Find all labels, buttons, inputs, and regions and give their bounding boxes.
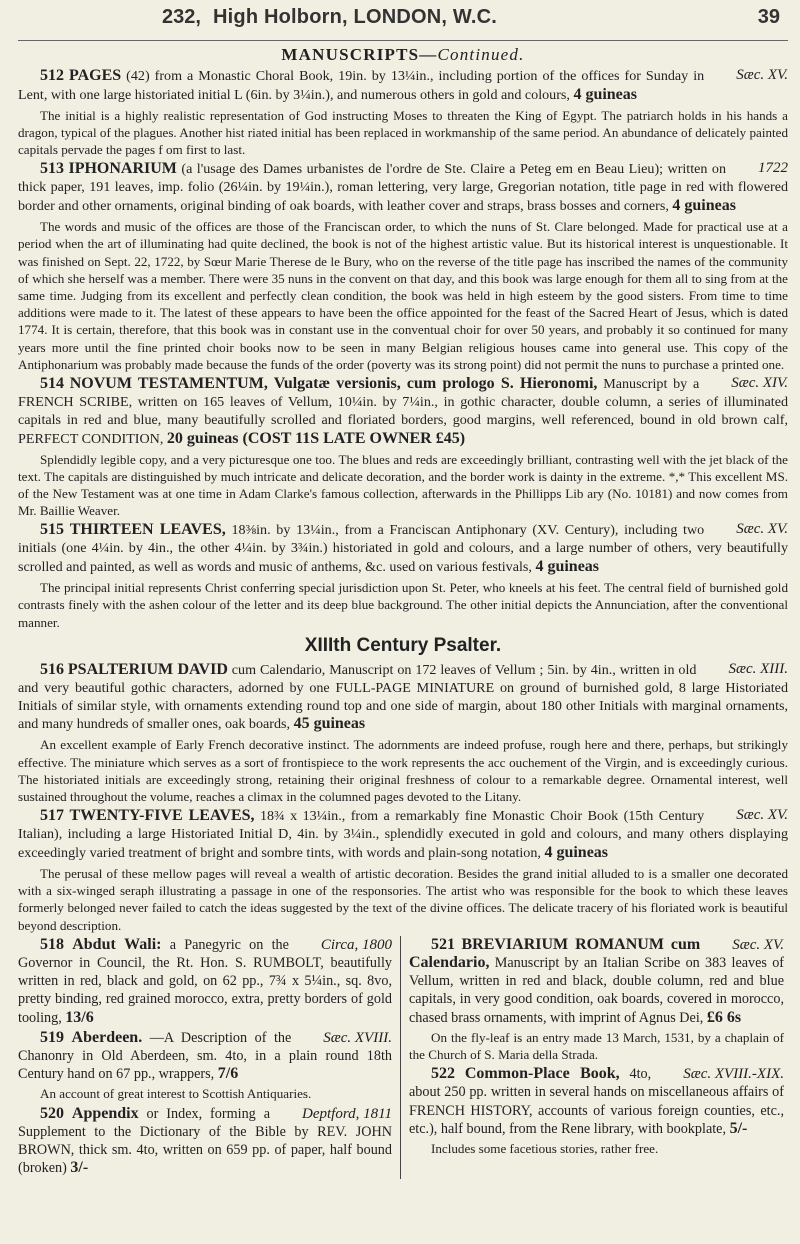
section-title: MANUSCRIPTS— [281,45,438,64]
two-column-section [18,936,788,1180]
entry-description: (a l'usage des Dames urbanistes de l'ordre de Ste. Claire a Peteg em en Beau Lieu); written on thick paper, 191 leaves, imp. folio (26¼in. by 19¼in.), roman lettering, very large, Gregorian notation, title page in red with flowered border and other ornaments, original binding of oak boards, with leather cover and straps, brass bosses and corners, [18,161,788,215]
entry-date: Sæc. XV. [736,807,788,824]
entry-price: 4 guineas [535,558,600,576]
top-entries [18,67,788,631]
entry-note: Includes some facetious stories, rather free. [431,1140,659,1156]
entry-description: or Index, forming a Supplement to the Dictionary of the Bible by REV. JOHN BROWN, thick sm. 4to, written on 659 pp. of paper, half bound (broken) [18,1105,392,1177]
catalogue-entry [18,521,788,577]
catalogue-entry [409,1065,784,1138]
catalogue-entry [18,160,788,216]
entry-price: 5/- [729,1119,748,1137]
entry-price: 3/- [70,1159,89,1177]
entry-heading: IPHONARIUM [68,160,177,178]
mid-entries [18,661,788,934]
catalogue-entry [18,661,788,735]
entry-description: Manuscript by a FRENCH SCRIBE, written on 165 leaves of Vellum, 10¼in. by 7¼in., in gothic character, double column, a series of illuminated capitals in red and blue, many beautifully scrolled and floriated borders, good margins, well referenced, bound in old brown calf, PERFECT CONDITION, [18,375,788,447]
entry-note: An excellent example of Early French decorative instinct. The adornments are indeed profuse, rough here and there, perhaps, but strikingly effective. The miniature which serves as a sort of frontispiece to the work represents the acc ouchement of the Virgin, and is exceedingly curious. The historiated initials are exceedingly strong, retaining their original freshness of colour to a remarkable degree. Ornamental interest, well sustained throughout the volume, reaches a climax in the columned pages devoted to the Litany. [18,737,788,804]
entry-heading: TWENTY-FIVE LEAVES, [69,807,255,825]
right-column [401,936,784,1180]
entry-heading: PSALTERIUM DAVID [67,660,228,678]
entry-note: Splendidly legible copy, and a very picturesque one too. The blues and reds are exceedingly brilliant, contrasting well with the jet black of the text. The capitals are distinguished by much intricate and delicate decoration, and the border work is dainty in the extreme. *,* This excellent MS. of the New Testament was at one time in Adam Clarke's famous collection, afterwards in the Phillipps Lib ary (No. 10181) and now comes from Mr. Baillie Weaver. [18,451,788,519]
entry-description: cum Calendario, Manuscript on 172 leaves of Vellum ; 5in. by 4in., written in old and very beautiful gothic characters, adorned by one FULL-PAGE MINIATURE on ground of burnished gold, 8 large Historiated Initials of similar style, with ornaments extending round top and one side of margin, about 180 other Initials with marginal ornaments, and many hundreds of smaller ones, oak boards, [18,661,788,733]
century-heading: XIIIth Century Psalter. [304,634,502,656]
entry-price: 7/6 [217,1065,239,1083]
entry-description: (42) from a Monastic Choral Book, 19in. by 13¼in., including portion of the offices for Sunday in Lent, with one large historiated initial L (6in. by 3¼in.), and numerous others in gold and colours, [18,68,705,103]
entry-date: Sæc. XV. [736,521,788,538]
entry-heading: PAGES [69,67,122,84]
entry-date: Deptford, 1811 [302,1105,392,1122]
entry-description: 18⅜in. by 13¼in., from a Franciscan Antiphonary (XV. Century), including two initials (one 4¼in. by 4in., the other 4¼in. by 3¾in.) historiated in gold and colours, and a large number of others, very beautifully scrolled and painted, as well as words and music of anthems, &c. used on various festivals, [18,522,788,576]
entry-number: 517 [40,807,64,825]
entry-date: Sæc. XVIII. [323,1029,392,1046]
page-number: 232, [162,6,201,28]
section-heading [18,45,788,65]
entry-heading: THIRTEEN LEAVES, [69,521,226,539]
entry-number: 516 [40,660,64,678]
entry-note: An account of great interest to Scottish Antiquaries. [40,1086,312,1102]
entry-description: 4to, about 250 pp. written in several hands on miscellaneous affairs of FRENCH HISTORY, accounts of various foreign counties, etc., etc.), half bound, from the Rene library, with bookplate, [409,1066,784,1137]
entry-number: 518 [40,935,64,953]
catalogue-entry [18,807,788,863]
entry-number: 515 [40,521,64,539]
running-head [18,0,788,38]
page-title: High Holborn, LONDON, W.C. [213,6,498,28]
catalogue-entry [18,1029,392,1084]
entry-date: Sæc. XIII. [728,660,788,677]
entry-date: Sæc. XV. [732,936,784,953]
entry-date: Sæc. XV. [736,67,788,83]
entry-note: The initial is a highly realistic representation of God instructing Moses to threaten the King of Egypt. The patriarch holds in his hands a dragon, typical of the plagues. Another hist riated initial has been replaced in workmanship of the same period. An abundance of delicately painted capitals pervade the pages f om first to last. [18,107,788,158]
entry-heading: Common-Place Book, [464,1065,620,1083]
entry-price: 4 guineas [672,197,736,215]
entry-note: The principal initial represents Christ conferring special jurisdiction upon St. Peter, who kneels at his feet. The central field of burnished gold contrasts finely with the ashen colour of the letter and its deep blue background. The other initial depicts the Annunciation, after the conventional manner. [18,580,788,630]
catalogue-entry [409,936,784,1027]
folio-number: 39 [757,6,780,28]
entry-heading: Abdut Wali: [72,935,162,953]
entry-price: 45 guineas [293,715,366,733]
entry-date: Sæc. XIV. [731,374,788,391]
entry-date: 1722 [758,160,788,177]
section-continued: Continued. [437,45,525,64]
entry-number: 522 [431,1065,455,1083]
entry-description: —A Description of the Chanonry in Old Aberdeen, sm. 4to, in a plain round 18th Century hand on 67 pp., wrappers, [18,1029,392,1083]
entry-number: 514 [40,374,64,392]
entry-number: 512 [40,67,64,84]
entry-price: 20 guineas (COST 11S LATE OWNER £45) [166,429,466,447]
entry-note: The words and music of the offices are those of the Franciscan order, to which the nuns of St. Clare belonged. Made for practical use at a period when the art of illuminating had quite declined, the book is not of the highest artistic value. But its historical interest is unquestionable. It was finished on Sept. 22, 1722, by Sœur Marie Therese de le Bury, who on the reverse of the title page has inscribed the names of the community of which she herself was a member. There were 35 nuns in the convent on that day, and this book was large enough for them all to sing from at the same time. Judging from its excellent and perfectly clean condition, the book was held in high esteem by the good sisters. From time to time additions were made to it. The latest of these appears to have been the office appointed for the feast of the Sacred Heart of Jesus, which is dated 1774. It is certain, therefore, that this book was in constant use in the conventual choir for over 50 years, and probably it so continued for many years more until the fine printed choir books now to be seen in many Belgian religious houses came into general use. This copy of the Antiphonarium was probably made because the funds of the order (poverty was its strong point) did not permit the nuns to purchase a printed one. [18,219,788,372]
entry-price: 4 guineas [544,843,609,861]
entry-description: Manuscript by an Italian Scribe on 383 leaves of Vellum, written in red and black, double column, red and blue capitals, in very good condition, oak boards, covered in morocco, chased brass ornaments, with imprint of Agnus Dei, [409,954,785,1026]
catalogue-entry [18,936,392,1027]
entry-description: 18¾ x 13¼in., from a remarkably fine Monastic Choir Book (15th Century Italian), including a large Historiated Initial D, 4in. by 3¼in., splendidly executed in gold and colours, and many others displaying exceedingly varied treatment of bright and sombre tints, with words and plain-song notation, [18,808,788,861]
catalogue-page [18,0,788,1244]
entry-heading: Aberdeen. [71,1028,143,1046]
left-column [18,936,401,1180]
entry-description: a Panegyric on the Governor in Council, the Rt. Hon. S. RUMBOLT, beautifully written in red, black and gold, on 62 pp., 7¾ x 5¼in., sq. 8vo, pretty binding, red grained morocco, extra, pretty borders of gold tooling, [18,936,392,1026]
entry-heading: BREVIARIUM ROMANUM cum Calendario, [409,935,701,971]
entry-heading: NOVUM TESTAMENTUM, Vulgatæ versionis, cum prologo S. Hieronomi, [69,374,598,392]
entry-price: 13/6 [65,1008,94,1026]
entry-date: Circa, 1800 [320,936,392,953]
entry-number: 521 [431,935,455,953]
catalogue-entry [18,375,788,449]
entry-number: 513 [40,160,64,178]
entry-note: On the fly-leaf is an entry made 13 March, 1531, by a chaplain of the Church of S. Maria della Strada. [409,1029,784,1062]
entry-price: £6 6s [706,1008,742,1026]
entry-number: 519 [40,1028,64,1046]
catalogue-entry [18,67,788,105]
entry-number: 520 [40,1104,64,1122]
entry-price: 4 guineas [573,85,638,103]
entry-heading: Appendix [71,1104,139,1122]
header-rule [18,40,788,41]
entry-date: Sæc. XVIII.-XIX. [683,1066,784,1083]
catalogue-entry [18,1105,392,1178]
entry-note: The perusal of these mellow pages will reveal a wealth of artistic decoration. Besides the grand initial alluded to is a smaller one decorated with a six-winged seraph illustrating a passage in one of the responsories. The artist who was responsible for the book to which these leaves formerly belonged never failed to catch the ideas suggested by the text of the divine offices. The delicate tracery of his floriated work is beautiful beyond description. [18,865,788,933]
